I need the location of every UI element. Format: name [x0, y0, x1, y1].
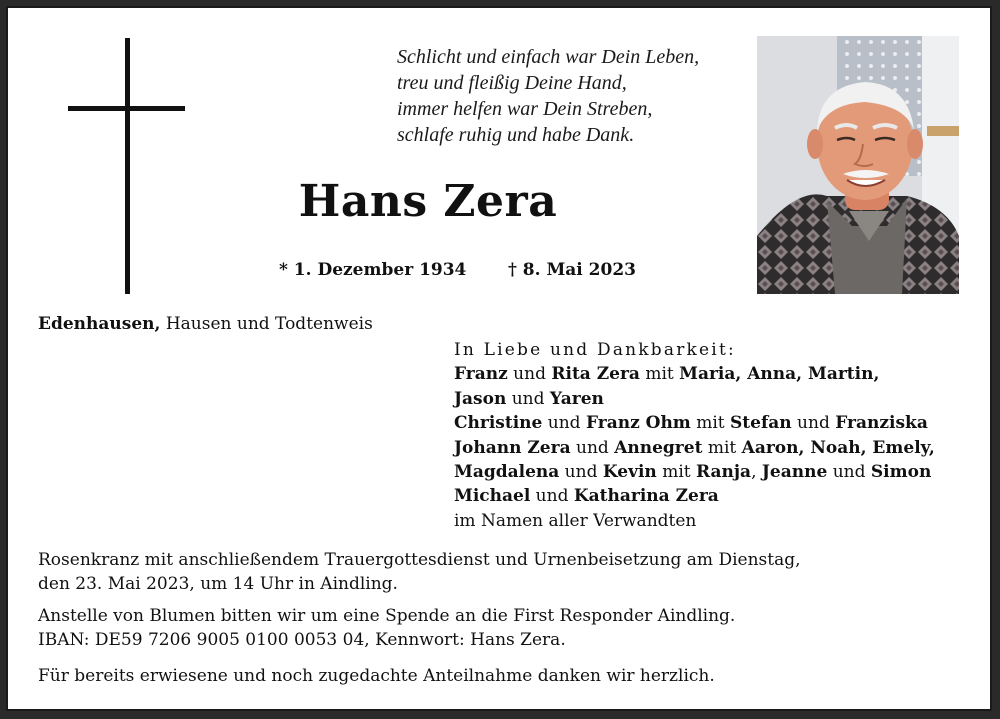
poem-line: immer helfen war Dein Streben,: [397, 98, 653, 120]
mourner-name: Katharina Zera: [573, 486, 719, 507]
service-notice: [38, 548, 801, 596]
mourners-line: [454, 436, 984, 460]
connector-text: mit: [690, 413, 731, 434]
donation-line: IBAN: DE59 7206 9005 0100 0053 04, Kennwort: Hans Zera.: [38, 630, 566, 650]
connector-text: mit: [702, 437, 742, 458]
mourner-name: Jeanne: [761, 462, 828, 483]
death-date: † 8. Mai 2023: [508, 260, 636, 280]
poem-line: treu und fleißig Deine Hand,: [397, 72, 627, 94]
location-line: [38, 314, 373, 334]
memorial-poem: [397, 44, 747, 148]
mourner-name: Rita Zera: [551, 364, 640, 385]
mourners-line: [454, 362, 984, 386]
deceased-name: Hans Zera: [298, 176, 558, 227]
mourner-name: Simon: [870, 462, 932, 483]
mourners-list: [454, 338, 984, 533]
connector-text: mit: [656, 462, 696, 483]
connector-text: und: [791, 413, 836, 434]
poem-line: schlafe ruhig und habe Dank.: [397, 124, 635, 146]
mourner-name: Franz: [454, 364, 508, 385]
service-line: den 23. Mai 2023, um 14 Uhr in Aindling.: [38, 574, 398, 594]
connector-text: und: [507, 364, 552, 385]
thanks-notice: Für bereits erwiesene und noch zugedachte Anteilnahme danken wir herzlich.: [38, 666, 715, 686]
mourners-line: [454, 460, 984, 484]
donation-line: Anstelle von Blumen bitten wir um eine Spende an die First Responder Aindling.: [38, 606, 736, 626]
connector-text: und: [570, 437, 615, 458]
mourner-name: Aaron, Noah, Emely,: [741, 437, 935, 458]
mourner-name: Magdalena: [454, 462, 560, 483]
mourner-name: Michael: [454, 486, 531, 507]
connector-text: ,: [751, 462, 762, 483]
connector-text: mit: [639, 364, 680, 385]
mourners-line: [454, 484, 984, 508]
location-others: Hausen und Todtenweis: [160, 314, 373, 334]
connector-text: und: [559, 462, 603, 483]
mourner-name: Christine: [454, 413, 543, 434]
connector-text: und: [542, 413, 586, 434]
mourner-name: Stefan: [730, 413, 792, 434]
portrait-photo: [757, 36, 959, 294]
cross-vertical-bar: [125, 38, 130, 294]
mourner-name: Yaren: [549, 388, 604, 409]
poem-line: Schlicht und einfach war Dein Leben,: [397, 46, 700, 68]
mourner-name: Kevin: [602, 462, 657, 483]
mourner-name: Franziska: [835, 413, 928, 434]
location-main: Edenhausen,: [38, 314, 161, 334]
mourner-name: Jason: [454, 388, 507, 409]
mourner-name: Maria, Anna, Martin,: [679, 364, 880, 385]
mourner-name: Franz Ohm: [585, 413, 691, 434]
mourners-intro: In Liebe und Dankbarkeit:: [454, 340, 736, 360]
obituary-card: [6, 6, 992, 711]
service-line: Rosenkranz mit anschließendem Trauergottesdienst und Urnenbeisetzung am Dienstag,: [38, 550, 801, 570]
donation-notice: [38, 604, 735, 652]
mourners-names: [454, 362, 984, 508]
connector-text: und: [506, 388, 550, 409]
mourner-name: Ranja: [696, 462, 752, 483]
connector-text: und: [530, 486, 574, 507]
mourners-outro: im Namen aller Verwandten: [454, 510, 697, 531]
cross-horizontal-bar: [68, 106, 185, 111]
mourners-line: [454, 387, 984, 411]
connector-text: und: [827, 462, 871, 483]
mourner-name: Johann Zera: [454, 437, 571, 458]
birth-date: * 1. Dezember 1934: [279, 260, 467, 280]
mourner-name: Annegret: [614, 437, 703, 458]
mourners-line: [454, 411, 984, 435]
